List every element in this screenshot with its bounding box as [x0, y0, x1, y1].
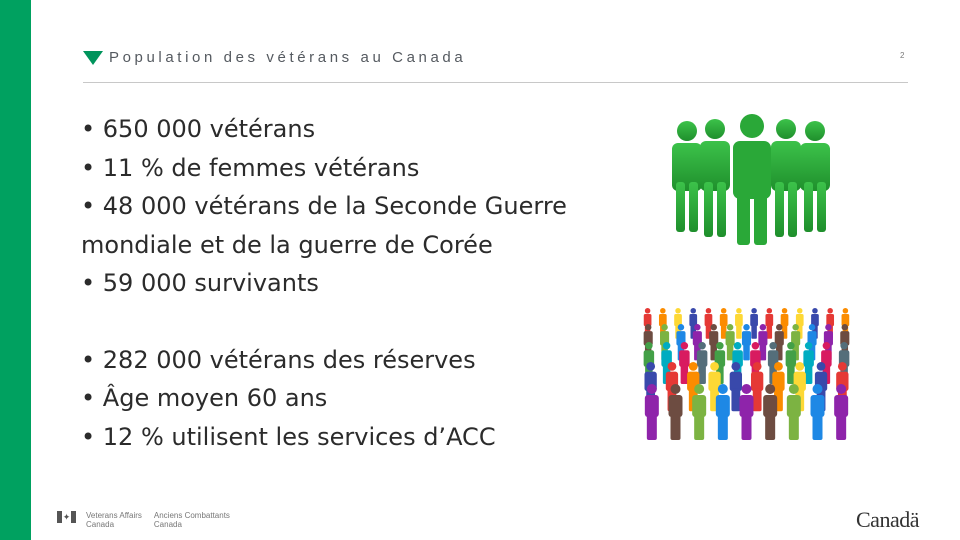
bullet-item: • 48 000 vétérans de la Seconde Guerre mondiale et de la guerre de Corée [81, 192, 567, 259]
department-name-fr [154, 511, 230, 529]
dept-fr-line: Canada [153, 520, 182, 529]
bullet-item: • 12 % utilisent les services d’ACC [81, 422, 496, 451]
bullet-item: • 59 000 survivants [81, 269, 319, 297]
slide-title: Population des vétérans au Canada [109, 49, 467, 66]
bullet-item: • 11 % de femmes vétérans [81, 153, 420, 182]
bullet-item: • Âge moyen 60 ans [81, 384, 328, 412]
dept-en-line: Veterans Affairs [86, 511, 142, 520]
department-name-en [86, 511, 142, 529]
dept-en-line: Canada [86, 520, 115, 529]
side-accent-bar [0, 0, 31, 540]
canada-flag-icon: ✦ [57, 511, 76, 523]
bullet-spacer [81, 303, 621, 341]
dept-fr-line: Anciens Combattants [153, 511, 230, 520]
crowd-icon [640, 300, 853, 445]
title-divider [83, 82, 908, 83]
bullet-item: • 282 000 vétérans des réserves [81, 345, 476, 374]
bullet-item: • 650 000 vétérans [81, 115, 316, 143]
bullet-list [81, 110, 621, 456]
green-people-icon [665, 112, 840, 247]
triangle-down-icon [83, 51, 103, 65]
title-row [83, 49, 466, 66]
government-signature [57, 511, 242, 529]
slide-number: 2 [900, 51, 905, 60]
canada-wordmark: Canadä [856, 507, 919, 532]
